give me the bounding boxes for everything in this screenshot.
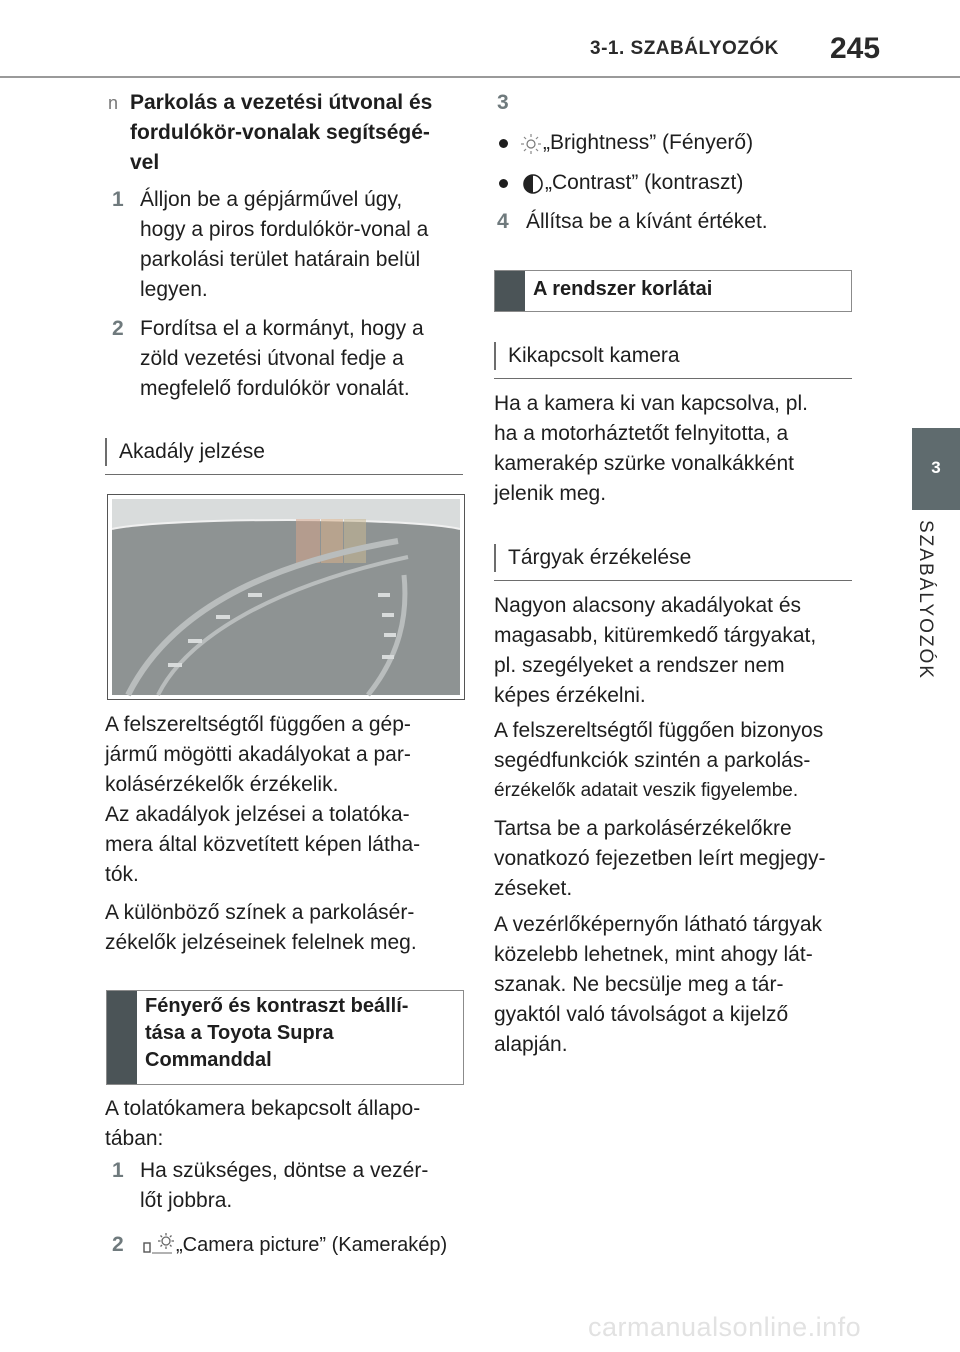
- text-line: szanak. Ne becsülje meg a tár-: [494, 973, 784, 996]
- text-line: kamerakép szürke vonalkákként: [494, 452, 794, 475]
- text-line: alapján.: [494, 1033, 568, 1056]
- system-limits-section: [494, 270, 852, 312]
- paragraph-camera-on: [105, 1094, 420, 1154]
- obstacle-marker: [344, 519, 366, 563]
- step-4-text: Állítsa be a kívánt értéket.: [526, 210, 768, 233]
- step-number: 3: [497, 91, 509, 114]
- paragraph-colors: [105, 898, 417, 958]
- text-line: zöld vezetési útvonal fedje a: [140, 347, 404, 370]
- heading-line: Parkolás a vezetési útvonal és: [130, 91, 433, 114]
- text-line: Fordítsa el a kormányt, hogy a: [140, 317, 424, 340]
- brightness-contrast-section: [106, 990, 464, 1085]
- text-line: A vezérlőképernyőn látható tárgyak: [494, 913, 823, 936]
- text-line: pl. szegélyeket a rendszer nem: [494, 654, 785, 677]
- text-line: Nagyon alacsony akadályokat és: [494, 594, 802, 617]
- step-number: 2: [112, 317, 124, 340]
- page-number: 245: [830, 32, 881, 65]
- paragraph-camera-off: [494, 389, 808, 509]
- text-line: A felszereltségtől függően a gép-: [105, 713, 411, 736]
- brightness-icon: [520, 133, 542, 155]
- obstacle-subheading: Akadály jelzése: [105, 438, 265, 466]
- obstacle-marker: [296, 519, 320, 563]
- text-line: A felszereltségtől függően bizonyos: [494, 719, 824, 742]
- heading-line: vel: [130, 151, 160, 174]
- text-line: gyaktól való távolságot a kijelző: [494, 1003, 789, 1026]
- bullet-dot: [499, 139, 508, 148]
- subheading-rule: [105, 474, 463, 475]
- paragraph-obstacles: [105, 710, 411, 800]
- text-line: magasabb, kitüremkedő tárgyakat,: [494, 624, 817, 647]
- text-line: Ha a kamera ki van kapcsolva, pl.: [494, 392, 808, 415]
- text-line: Ha szükséges, döntse a vezér-: [140, 1159, 429, 1182]
- camera-picture-option: „Camera picture” (Kamerakép): [176, 1234, 448, 1256]
- text-line: tása a Toyota Supra: [145, 1022, 334, 1044]
- step-controller-text: [140, 1156, 428, 1216]
- step-number: 1: [112, 188, 124, 211]
- chapter-label: SZABÁLYOZÓK: [915, 520, 936, 680]
- text-line: lőt jobbra.: [140, 1189, 233, 1212]
- paragraph-observe-notes: [494, 814, 826, 904]
- header-rule: [0, 76, 960, 78]
- text-line: érzékelők adatait veszik figyelembe.: [494, 780, 799, 801]
- camera-off-subheading: Kikapcsolt kamera: [494, 342, 680, 370]
- text-line: megfelelő fordulókör vonalát.: [140, 377, 410, 400]
- section-title: A rendszer korlátai: [533, 278, 713, 300]
- step-1-text: [140, 185, 428, 305]
- watermark: carmanualsonline.info: [588, 1312, 862, 1342]
- text-line: Álljon be a gépjárművel úgy,: [140, 188, 403, 211]
- text-line: Az akadályok jelzései a tolatóka-: [105, 803, 410, 826]
- section-title: 3-1. SZABÁLYOZÓK: [590, 38, 779, 59]
- text-line: jármű mögötti akadályokat a par-: [105, 743, 411, 766]
- camera-view-illustration: [107, 494, 465, 700]
- text-line: tában:: [105, 1127, 164, 1150]
- text-line: ha a motorháztetőt felnyitotta, a: [494, 422, 789, 445]
- chapter-number: 3: [931, 458, 941, 477]
- heading-marker: n: [108, 93, 119, 113]
- step-number: 4: [497, 210, 509, 233]
- parking-heading: [130, 88, 432, 178]
- text-line: vonatkozó fejezetben leírt megjegy-: [494, 847, 826, 870]
- image-background: [112, 499, 460, 695]
- subheading-rule: [494, 378, 852, 379]
- step-number: 2: [112, 1233, 124, 1256]
- section-bar: [107, 991, 137, 1084]
- text-line: képes érzékelni.: [494, 684, 646, 707]
- paragraph-indications: [105, 800, 420, 890]
- object-detection-subheading: Tárgyak érzékelése: [494, 544, 691, 572]
- text-line: közelebb lehetnek, mint ahogy lát-: [494, 943, 813, 966]
- step-2-text: [140, 314, 424, 404]
- step-number: 1: [112, 1159, 124, 1182]
- heading-line: fordulókör-vonalak segítségé-: [130, 121, 430, 144]
- text-line: Fényerő és kontraszt beállí-: [145, 995, 409, 1017]
- text-line: parkolási terület határain belül: [140, 248, 421, 271]
- camera-settings-icon: [142, 1232, 176, 1256]
- text-line: Commanddal: [145, 1049, 272, 1071]
- text-line: A különböző színek a parkolásér-: [105, 901, 415, 924]
- contrast-option: „Contrast” (kontraszt): [545, 171, 744, 194]
- text-line: tók.: [105, 863, 139, 886]
- bullet-dot: [499, 179, 508, 188]
- paragraph-distance-warning: [494, 910, 822, 1060]
- contrast-icon: [522, 173, 544, 195]
- text-line: jelenik meg.: [494, 482, 607, 505]
- text-line: legyen.: [140, 278, 208, 301]
- section-title: [145, 993, 408, 1074]
- section-bar: [495, 271, 525, 311]
- text-line: mera által közvetített képen látha-: [105, 833, 421, 856]
- text-line: A tolatókamera bekapcsolt állapo-: [105, 1097, 421, 1120]
- text-line: kolásérzékelők érzékelik.: [105, 773, 339, 796]
- camera-image: [108, 495, 464, 699]
- text-line: segédfunkciók szintén a parkolás-: [494, 749, 811, 772]
- paragraph-assist-functions: [494, 716, 823, 806]
- text-line: zékelők jelzéseinek felelnek meg.: [105, 931, 417, 954]
- text-line: Tartsa be a parkolásérzékelőkre: [494, 817, 792, 840]
- brightness-option: „Brightness” (Fényerő): [543, 131, 754, 154]
- subheading-rule: [494, 580, 852, 581]
- text-line: zéseket.: [494, 877, 573, 900]
- paragraph-low-obstacles: [494, 591, 816, 711]
- text-line: hogy a piros fordulókör-vonal a: [140, 218, 429, 241]
